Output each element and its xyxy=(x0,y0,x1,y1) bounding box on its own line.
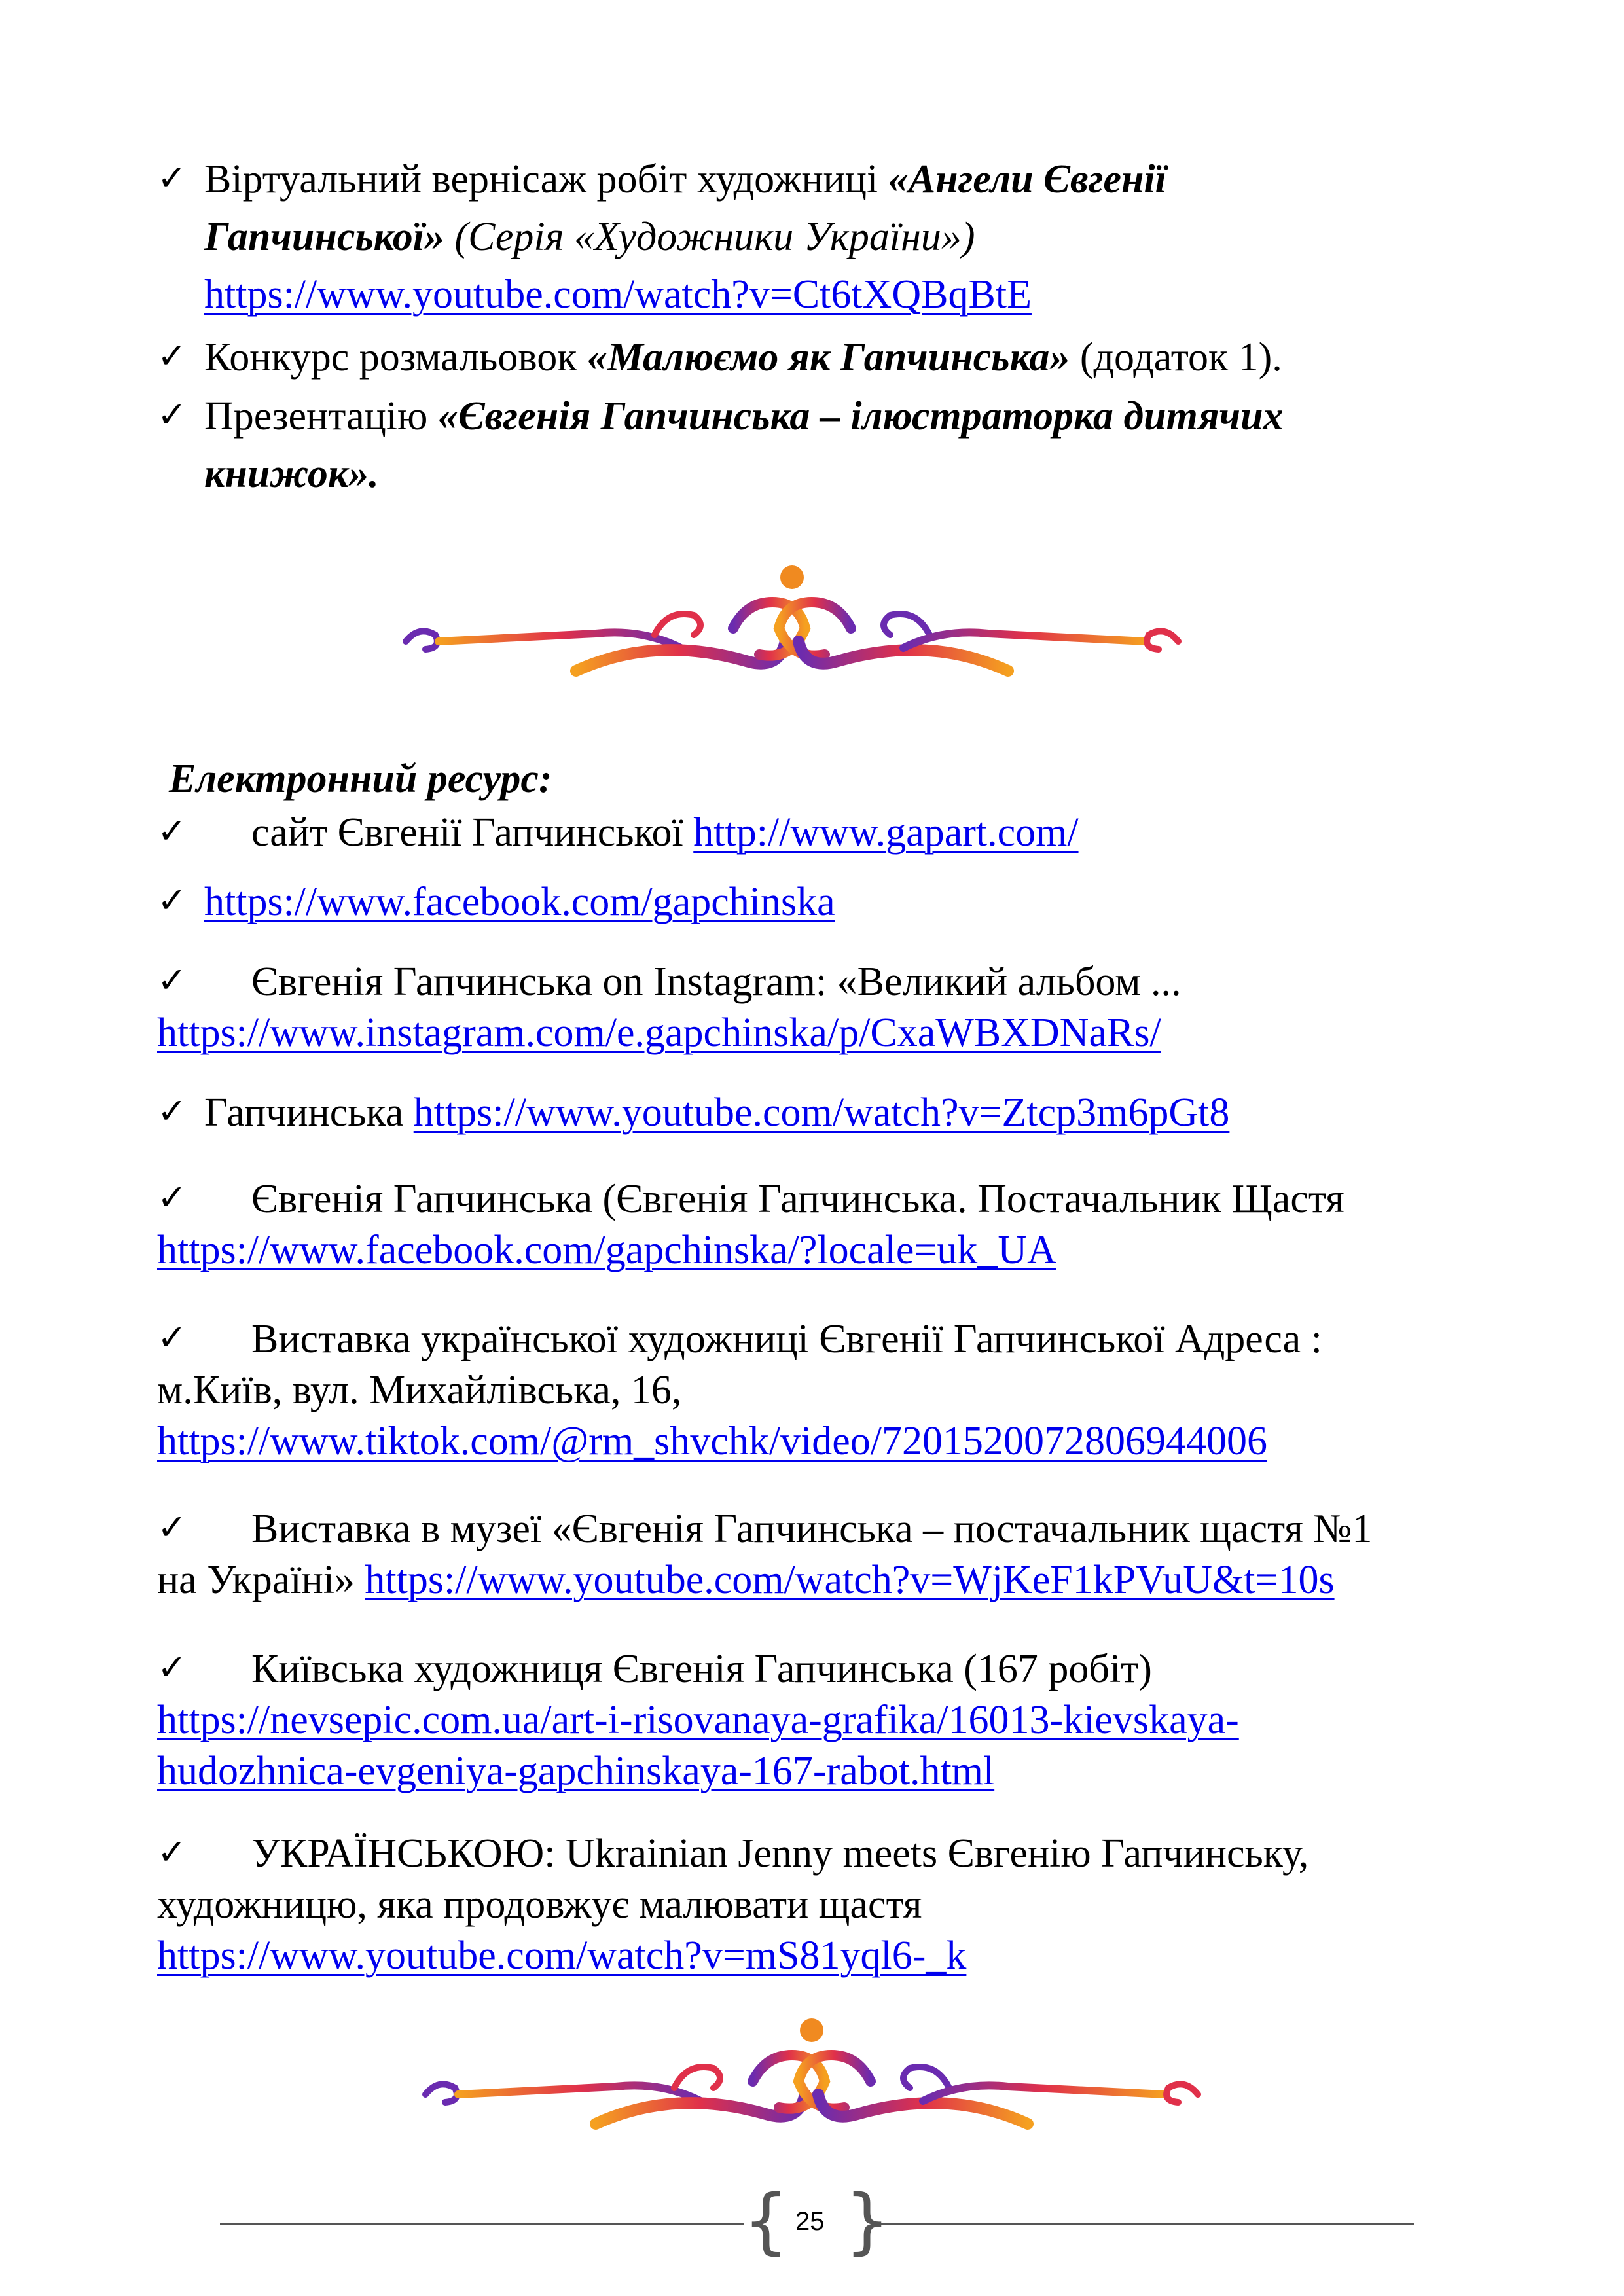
page-number: 25 xyxy=(795,2207,825,2236)
instagram-link[interactable]: https://www.instagram.com/e.gapchinska/p/CxaWBXDNaRs/ xyxy=(157,1011,1161,1055)
resource-item-youtube xyxy=(204,1086,1229,1139)
item-text: Презентацію xyxy=(204,394,438,439)
resource-text: сайт Євгенії Гапчинської xyxy=(251,810,694,855)
nevsepic-link[interactable]: https://nevsepic.com.ua/art-i-risovanaya-grafika/16013-kievskaya- xyxy=(157,1698,1239,1742)
checkmark-icon: ✓ xyxy=(157,157,187,198)
checkmark-icon: ✓ xyxy=(157,1177,187,1218)
checkmark-icon: ✓ xyxy=(157,1507,187,1548)
checkmark-icon: ✓ xyxy=(157,335,187,376)
resource-item-facebook xyxy=(204,876,835,928)
list-item-vernissage-cont xyxy=(204,211,975,263)
jenny-youtube-link[interactable]: https://www.youtube.com/watch?v=mS81yql6-_k xyxy=(157,1933,967,1978)
facebook-link[interactable]: https://www.facebook.com/gapchinska xyxy=(204,880,835,924)
flourish-ornament xyxy=(380,563,1204,707)
item-text: Віртуальний вернісаж робіт художниці xyxy=(204,157,888,202)
resource-item-museum xyxy=(251,1503,1372,1555)
resource-text-cont: художницю, яка продовжує малювати щастя xyxy=(157,1882,922,1927)
footer-brace-left: { xyxy=(743,2179,789,2263)
resource-text: Виставка української художниці Євгенії Гапчинської Адреса : xyxy=(251,1317,1322,1361)
resource-text: Євгенія Гапчинська (Євгенія Гапчинська. Постачальник Щастя xyxy=(251,1177,1344,1221)
tiktok-link[interactable]: https://www.tiktok.com/@rm_shvchk/video/7201520072806944006 xyxy=(157,1419,1268,1463)
gapart-link[interactable]: http://www.gapart.com/ xyxy=(693,810,1079,855)
footer-brace-right: } xyxy=(844,2179,890,2263)
youtube-link[interactable]: https://www.youtube.com/watch?v=Ztcp3m6pGt8 xyxy=(413,1090,1230,1135)
checkmark-icon: ✓ xyxy=(157,960,187,1001)
flourish-ornament xyxy=(399,2016,1224,2160)
resource-item-site xyxy=(251,806,1079,859)
checkmark-icon: ✓ xyxy=(157,810,187,852)
list-item-vernissage xyxy=(204,153,1166,206)
checkmark-icon: ✓ xyxy=(157,1317,187,1358)
item-title-cont: Гапчинської» xyxy=(204,215,444,259)
resource-text: Київська художниця Євгенія Гапчинська (167 робіт) xyxy=(251,1647,1152,1691)
vernissage-link[interactable]: https://www.youtube.com/watch?v=Ct6tXQBqBtE xyxy=(204,272,1032,317)
footer-rule-left xyxy=(220,2223,744,2225)
resources-heading: Електронний ресурс: xyxy=(169,757,552,801)
resource-text: Гапчинська xyxy=(204,1090,414,1135)
resource-item-supplier xyxy=(251,1173,1344,1225)
resource-text: УКРАЇНСЬКОЮ: Ukrainian Jenny meets Євгенію Гапчинську, xyxy=(251,1831,1309,1876)
item-text: Конкурс розмальовок xyxy=(204,335,587,380)
resource-item-kyiv-artist xyxy=(251,1643,1152,1695)
museum-youtube-link[interactable]: https://www.youtube.com/watch?v=WjKeF1kPVuU&t=10s xyxy=(365,1558,1335,1602)
list-item-presentation xyxy=(204,390,1284,442)
item-title: «Малюємо як Гапчинська» xyxy=(586,335,1070,380)
item-title-cont: книжок». xyxy=(204,452,379,496)
item-series: (Серія «Художники України») xyxy=(444,215,975,259)
resource-text: Виставка в музеї «Євгенія Гапчинська – постачальник щастя №1 xyxy=(251,1507,1373,1551)
checkmark-icon: ✓ xyxy=(157,1090,187,1132)
resource-text-cont: м.Київ, вул. Михайлівська, 16, xyxy=(157,1368,682,1412)
facebook-locale-link[interactable]: https://www.facebook.com/gapchinska/?locale=uk_UA xyxy=(157,1228,1056,1272)
resource-text-cont: на Україні» xyxy=(157,1558,365,1602)
item-title: «Євгенія Гапчинська – ілюстраторка дитячих xyxy=(437,394,1284,439)
checkmark-icon: ✓ xyxy=(157,880,187,921)
list-item-contest xyxy=(204,331,1282,384)
checkmark-icon: ✓ xyxy=(157,1647,187,1688)
resource-item-exhibition xyxy=(251,1313,1322,1365)
checkmark-icon: ✓ xyxy=(157,394,187,435)
footer-rule-right xyxy=(877,2223,1414,2225)
resource-item-instagram xyxy=(251,956,1181,1008)
resource-item-ukrainian-jenny xyxy=(251,1827,1308,1880)
resource-text: Євгенія Гапчинська on Instagram: «Великий альбом ... xyxy=(251,960,1182,1004)
item-title: «Ангели Євгенії xyxy=(888,157,1166,202)
item-note: (додаток 1). xyxy=(1070,335,1282,380)
nevsepic-link-cont[interactable]: hudozhnica-evgeniya-gapchinskaya-167-rabot.html xyxy=(157,1749,995,1793)
checkmark-icon: ✓ xyxy=(157,1831,187,1873)
